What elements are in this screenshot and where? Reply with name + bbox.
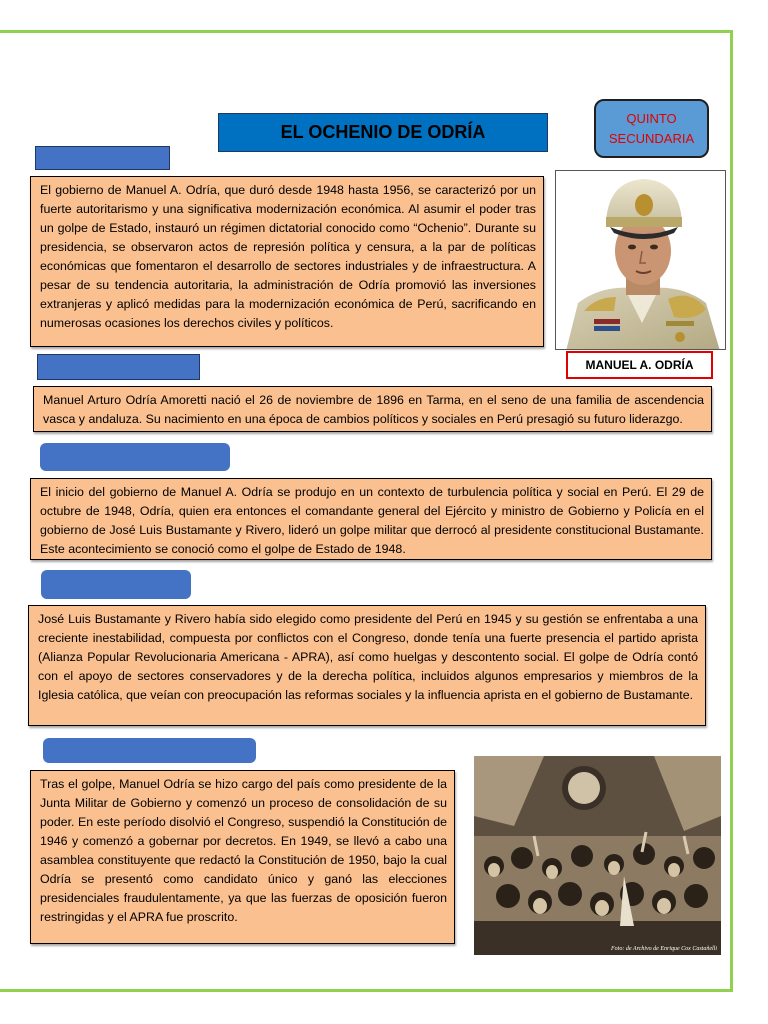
portrait-caption [566, 351, 713, 379]
grade-badge-line2: SECUNDARIA [608, 130, 695, 146]
section-header-context [41, 570, 191, 599]
grade-badge-line1: QUINTO [626, 110, 677, 126]
section-text-consolidation: Tras el golpe, Manuel Odría se hizo cargo del país como presidente de la Junta Militar de Gobierno y comenzó un proceso de consolidación de su poder. En este período disolvió el Congreso, suspendió la Constitución de 1946 y comenzó a gobernar por decretos. En 1949, se llevó a cabo una asamblea constituyente que redactó la Constitución de 1950, bajo la cual Odría se presentó como candidato único y ganó las elecciones presidenciales fraudulentamente, ya que las fuerzas de oposición fueron restringidas y el APRA fue proscrito. [30, 770, 455, 944]
portrait-caption-text: MANUEL A. ODRÍA [585, 358, 694, 372]
crowd-photo [474, 756, 721, 955]
page-title-text: EL OCHENIO DE ODRÍA [280, 122, 486, 142]
section-header-coup [40, 443, 230, 471]
section-header-birth [37, 354, 200, 380]
section-text-intro: El gobierno de Manuel A. Odría, que duró desde 1948 hasta 1956, se caracterizó por un fuerte autoritarismo y una significativa modernización económica. Al asumir el poder tras un golpe de Estado, instauró un régimen dictatorial conocido como “Ochenio”. Durante su presidencia, se observaron actos de represión política y censura, a la par de políticas económicas que fomentaron el desarrollo de sectores industriales y de infraestructura. A pesar de su tendencia autoritaria, la administración de Odría promovió las inversiones extranjeras y aplicó medidas para la modernización económica de Perú, sacrificando en numerosas ocasiones los derechos civiles y políticos. [30, 176, 544, 347]
section-header-consolidation [43, 738, 256, 763]
section-text-birth: Manuel Arturo Odría Amoretti nació el 26 de noviembre de 1896 en Tarma, en el seno de una familia de ascendencia vasca y andaluza. Su nacimiento en una época de cambios políticos y sociales en Perú presagió su futuro liderazgo. [33, 386, 712, 432]
portrait-illustration [556, 171, 726, 350]
photo-credit: Foto: de Archivo de Enrique Cox Castañelli [611, 946, 717, 952]
section-text-coup: El inicio del gobierno de Manuel A. Odría se produjo en un contexto de turbulencia política y social en Perú. El 29 de octubre de 1948, Odría, quien era entonces el comandante general del Ejército y ministro de Gobierno y Policía en el gobierno de José Luis Bustamante y Rivero, lideró un golpe militar que derrocó al presidente constitucional Bustamante. Este acontecimiento se conoció como el golpe de Estado de 1948. [30, 478, 712, 560]
page-title [218, 113, 548, 152]
crowd-illustration [474, 756, 721, 955]
section-text-context: José Luis Bustamante y Rivero había sido elegido como presidente del Perú en 1945 y su gestión se enfrentaba a una creciente inestabilidad, compuesta por conflictos con el Congreso, donde tenía una fuerte presencia el partido aprista (Alianza Popular Revolucionaria Americana - APRA), así como huelgas y descontento social. El golpe de Odría contó con el apoyo de sectores conservadores y de la derecha política, incluidos algunos empresarios y miembros de la Iglesia católica, que veían con preocupación las reformas sociales y la influencia aprista en el gobierno de Bustamante. [28, 605, 706, 726]
portrait-photo [555, 170, 726, 350]
grade-badge [594, 99, 709, 158]
section-header-intro [35, 146, 170, 170]
